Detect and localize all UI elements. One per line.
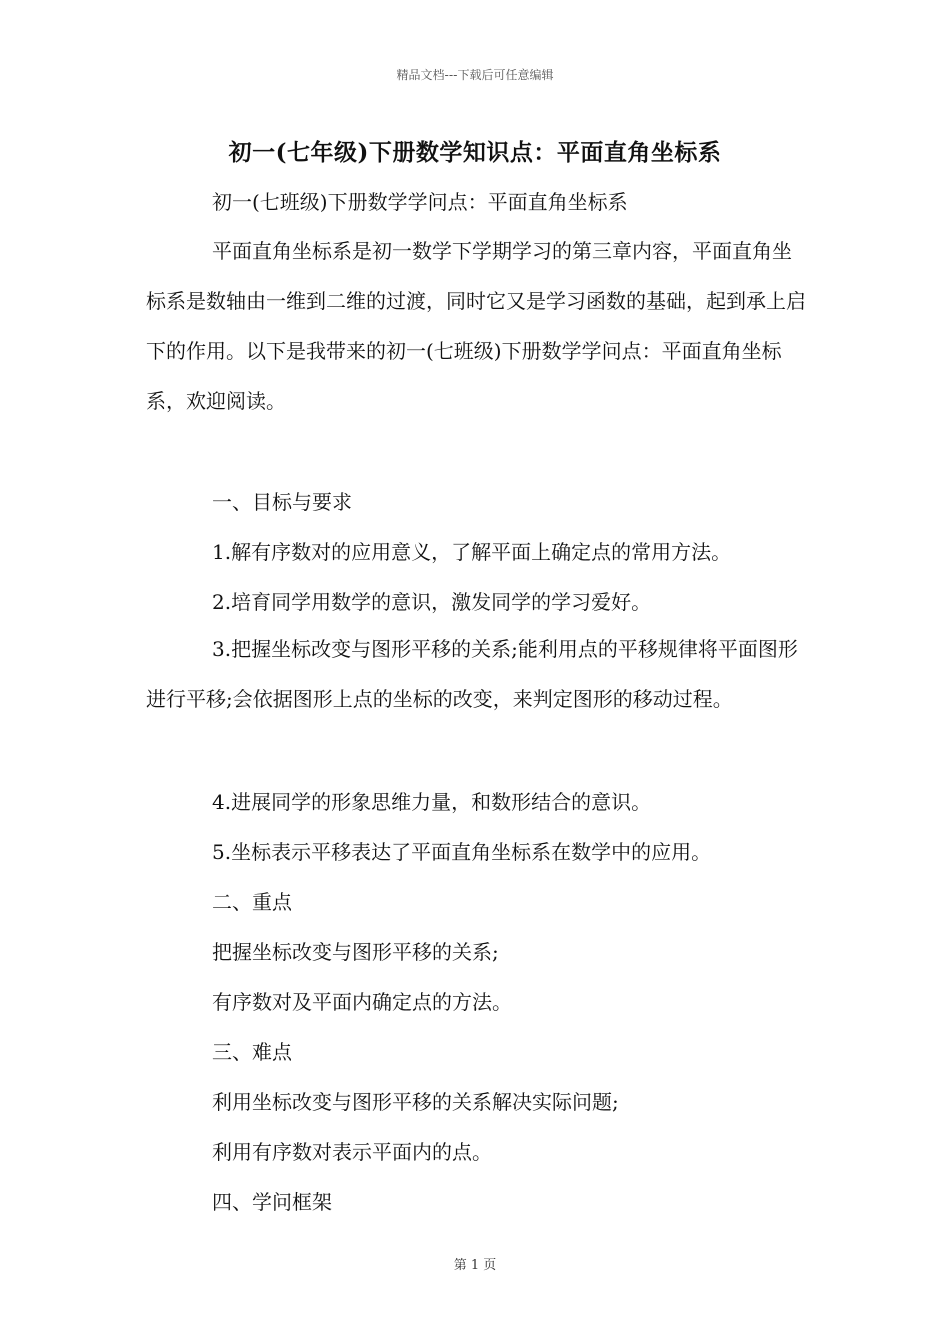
goal-item-1: 1.解有序数对的应用意义，了解平面上确定点的常用方法。 [212, 540, 732, 564]
difficulty-1: 利用坐标改变与图形平移的关系解决实际问题; [212, 1090, 619, 1114]
difficulty-2: 利用有序数对表示平面内的点。 [212, 1140, 492, 1164]
document-subtitle: 初一(七班级)下册数学学问点：平面直角坐标系 [212, 190, 628, 214]
page-number: 第 1 页 [453, 1258, 497, 1273]
page-header: 精品文档---下载后可任意编辑 [396, 68, 554, 82]
section-heading-goals: 一、目标与要求 [212, 490, 352, 514]
goal-item-4: 4.进展同学的形象思维力量，和数形结合的意识。 [212, 790, 652, 814]
section-heading-framework: 四、学问框架 [212, 1190, 332, 1214]
section-heading-key-points: 二、重点 [212, 890, 292, 914]
goal-item-3: 3.把握坐标改变与图形平移的关系;能利用点的平移规律将平面图形进行平移;会依据图形上点的坐标的改变，来判定图形的移动过程。 [146, 637, 798, 711]
goal-item-5: 5.坐标表示平移表达了平面直角坐标系在数学中的应用。 [212, 840, 712, 864]
key-point-2: 有序数对及平面内确定点的方法。 [212, 990, 512, 1014]
intro-paragraph: 平面直角坐标系是初一数学下学期学习的第三章内容，平面直角坐标系是数轴由一维到二维的过渡，同时它又是学习函数的基础，起到承上启下的作用。以下是我带来的初一(七班级)下册数学学问点：平面直角坐标系，欢迎阅读。 [146, 239, 806, 413]
key-point-1: 把握坐标改变与图形平移的关系; [212, 940, 499, 964]
section-heading-difficulties: 三、难点 [212, 1040, 292, 1064]
goal-item-2: 2.培育同学用数学的意识，激发同学的学习爱好。 [212, 590, 652, 614]
document-title: 初一(七年级)下册数学知识点：平面直角坐标系 [228, 139, 722, 166]
